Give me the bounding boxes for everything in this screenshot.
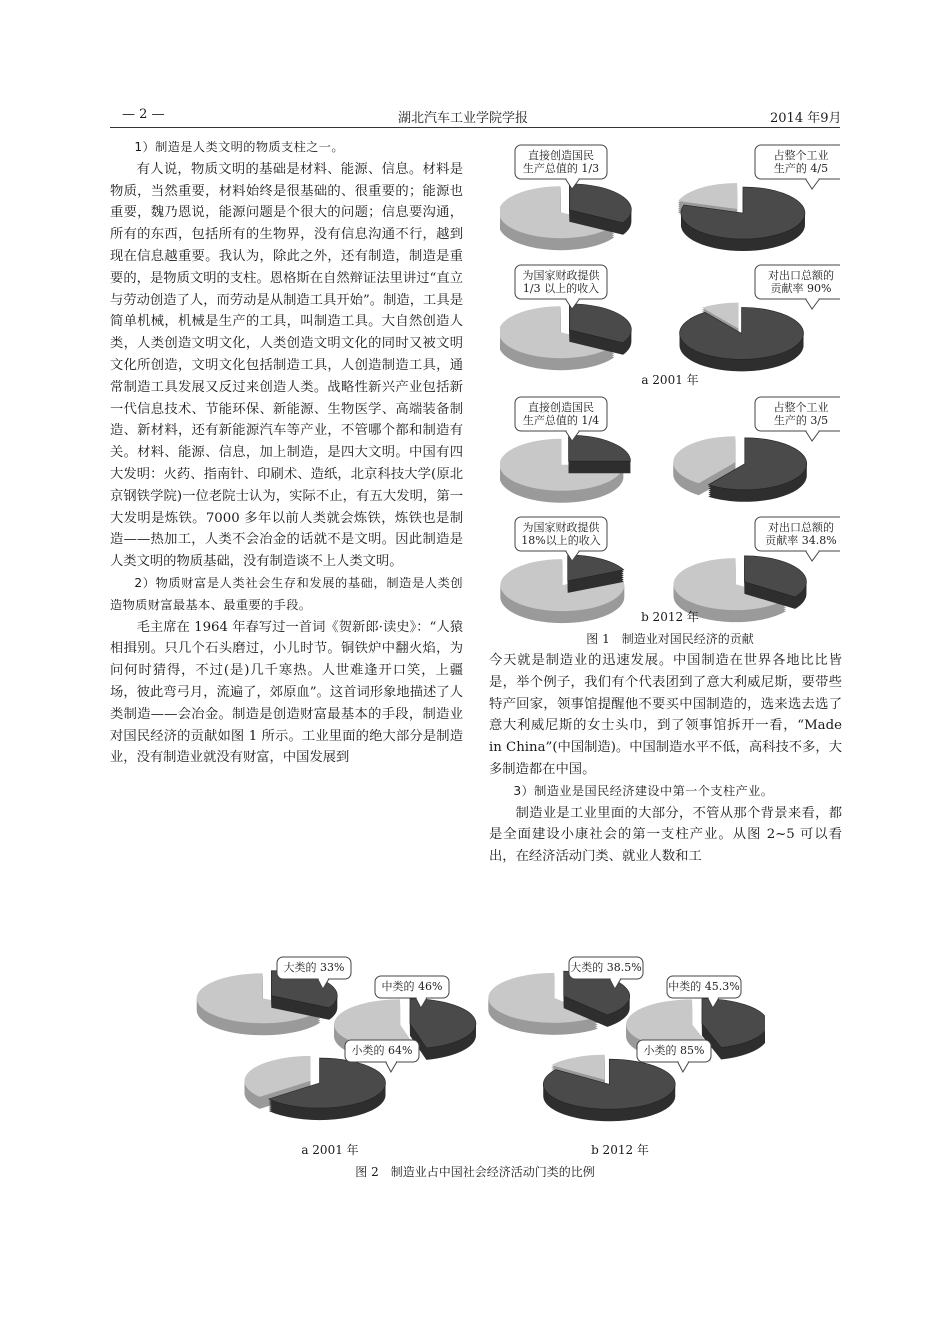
pie-chart-slice-group: [488, 971, 629, 1035]
callout-text: 1/3 以上的收入: [522, 282, 600, 295]
callout-text: 直接创造国民: [528, 149, 594, 162]
callout-text: 直接创造国民: [528, 401, 594, 414]
figure-1-caption: 图 1 制造业对国民经济的贡献: [586, 632, 754, 646]
figure-2a-panel: [197, 957, 476, 1120]
pie-callout-label: [515, 397, 607, 441]
callout-text: 对出口总额的: [768, 521, 834, 534]
pie-chart-slice-group: [680, 303, 804, 372]
pie-chart-slice-group: [500, 435, 631, 503]
callout-text: 占整个工业: [773, 149, 829, 162]
callout-text: 中类的 45.3%: [668, 980, 740, 993]
callout-text: 中类的 46%: [381, 980, 443, 993]
body-paragraph: 毛主席在 1964 年春写过一首词《贺新郎·读史》：“人猿相揖别。只几个石头磨过，小儿时节。铜铁炉中翻火焰，为问何时猜得，不过(是)几千寒热。人世难逢开口笑，上疆场，彼此弯弓月，流遍了，郊原血”。这首词形象地描述了人类制造——会冶金。制造是创造财富最基本的手段，制造业对国民经济的贡献如图 1 所示。工业里面的绝大部分是制造业，没有制造业就没有财富，中国发展到: [110, 619, 463, 766]
section-heading-2: 2）物质财富是人类社会生存和发展的基础，制造是人类创造物质财富最基本、最重要的手段。: [110, 575, 463, 612]
callout-text: 贡献率 34.8%: [765, 534, 837, 547]
figure-1a-subcaption: a 2001 年: [641, 373, 699, 387]
callout-text: 占整个工业: [773, 401, 829, 414]
section-heading-3: 3）制造业是国民经济建设中第一个支柱产业。: [513, 783, 774, 798]
header-page-number: — 2 —: [122, 107, 165, 122]
callout-text: 生产总值的 1/3: [522, 162, 600, 175]
header-journal-title: 湖北汽车工业学院学报: [398, 111, 529, 126]
pie-chart-slice-group: [500, 184, 631, 251]
pie-callout-label: [755, 145, 840, 189]
pie-chart-slice-group: [244, 1056, 385, 1120]
pie-callout-label: [755, 517, 840, 561]
pie-chart-slice-group: [500, 304, 631, 371]
callout-text: 生产的 3/5: [773, 414, 829, 427]
pie-callout-label: [515, 145, 607, 189]
figure-1b-panel: [500, 397, 840, 623]
pie-callout-label: [515, 517, 607, 561]
body-paragraph: 制造业是工业里面的大部分，不管从那个背景来看，都是全面建设小康社会的第一支柱产业。从图 2~5 可以看出，在经济活动门类、就业人数和工: [489, 805, 842, 865]
pie-callout-label: [755, 397, 840, 441]
pie-chart-slice-group: [543, 1055, 675, 1121]
callout-text: 生产总值的 1/4: [522, 414, 600, 427]
callout-text: 生产的 4/5: [773, 162, 829, 175]
callout-text: 为国家财政提供: [522, 521, 600, 534]
figure-2: [195, 952, 765, 1137]
figure-2b-panel: [488, 957, 765, 1121]
pie-callout-label: [755, 265, 840, 309]
callout-text: 贡献率 90%: [770, 282, 832, 295]
figure-2a-subcaption: a 2001 年: [301, 1143, 359, 1157]
figure-2b-subcaption: b 2012 年: [591, 1143, 649, 1157]
callout-text: 大类的 38.5%: [570, 961, 642, 974]
callout-text: 大类的 33%: [283, 961, 345, 974]
section-heading-1: 1）制造是人类文明的物质支柱之一。: [134, 140, 344, 154]
pie-callout-label: [515, 265, 607, 309]
header-date: 2014 年9月: [770, 111, 842, 126]
callout-text: 为国家财政提供: [522, 269, 600, 282]
callout-text: 对出口总额的: [768, 269, 834, 282]
body-paragraph: 有人说，物质文明的基础是材料、能源、信息。材料是物质，当然重要，材料始终是很基础的、很重要的；能源也重要，魏乃恩说，能源问题是个很大的问题；信息要沟通，所有的东西，包括所有的生物界，没有信息沟通不行，越到现在信息越重要。我认为，除此之外，还有制造，制造是重要的，是物质文明的支柱。恩格斯在自然辩证法里讲过“直立与劳动创造了人，而劳动是从制造工具开始”。制造，工具是简单机械，机械是生产的工具，叫制造工具。大自然创造人类，人类创造文明文化，人类创造文明文化的同时又被文明文化所创造，文明文化包括制造工具，人创造制造工具，通常制造工具发展又反过来创造人类。战略性新兴产业包括新一代信息技术、节能环保、新能源、生物医学、高端装备制造、新材料，还有新能源汽车等产业，不管哪个都和制造有关。材料、能源、信息，加上制造，是四大文明。中国有四大发明：火药、指南针、印刷术、造纸，北京科技大学(原北京钢铁学院)一位老院士认为，实际不止，有五大发明，第一大发明是炼铁。7000 多年以前人类就会炼铁，炼铁也是制造——热加工，人类不会冶金的话就不是文明。因此制造是人类文明的物质基础，没有制造谈不上人类文明。: [110, 161, 463, 570]
header-rule: [110, 127, 840, 128]
callout-text: 小类的 85%: [643, 1044, 705, 1057]
figure-2-caption: 图 2 制造业占中国社会经济活动门类的比例: [355, 1165, 595, 1179]
callout-text: 小类的 64%: [351, 1044, 413, 1057]
pie-chart-slice-group: [678, 183, 805, 251]
pie-chart-slice-group: [197, 971, 338, 1036]
figure-1a-panel: [500, 145, 840, 371]
body-paragraph-continued: 今天就是制造业的迅速发展。中国制造在世界各地比比皆是，举个例子，我们有个代表团到了意大利威尼斯，要带些特产回家，领事馆提醒他不要买中国制造的，选来选去选了意大利威尼斯的女士头巾，到了领事馆拆开一看，“Made in China”(中国制造)。中国制造水平不低，高科技不多，大多制造都在中国。: [489, 653, 842, 777]
left-column: [110, 137, 463, 769]
callout-text: 18%以上的收入: [521, 534, 601, 547]
figure-1b-subcaption: b 2012 年: [641, 610, 699, 624]
pie-chart-slice-group: [673, 436, 807, 502]
right-column: [489, 650, 842, 868]
